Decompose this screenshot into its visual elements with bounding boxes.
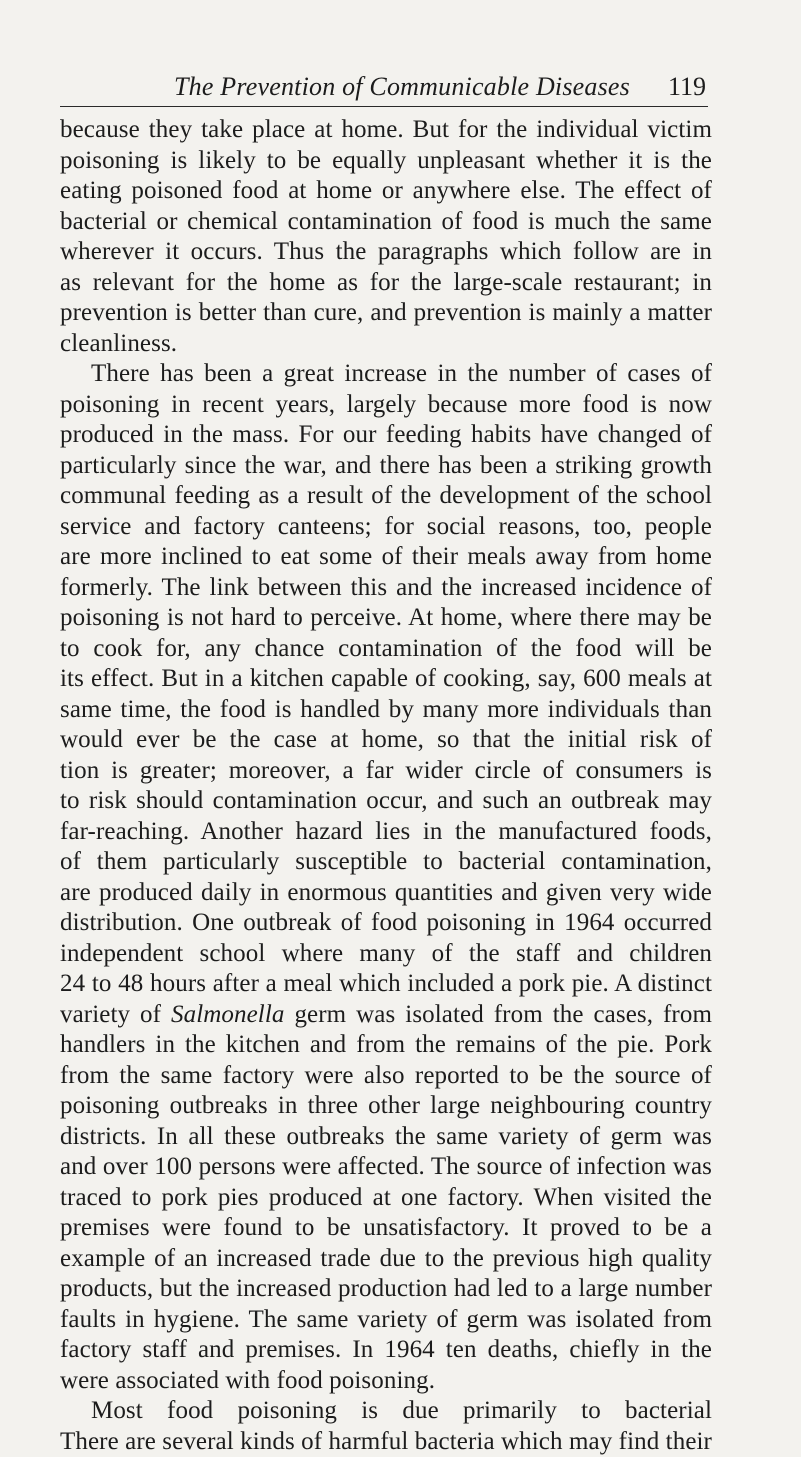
text-line: to risk should contamination occur, and such an outbreak may xyxy=(60,786,712,817)
text-line: of them particularly susceptible to bacterial contamination, xyxy=(60,847,712,878)
text-line: districts. In all these outbreaks the same variety of germ was xyxy=(60,1122,712,1153)
text-line: handlers in the kitchen and from the remains of the pie. Pork xyxy=(60,1030,712,1061)
text-line: prevention is better than cure, and prevention is mainly a matter xyxy=(60,298,712,329)
text-line: as relevant for the home as for the large-scale restaurant; in xyxy=(60,268,712,299)
running-title: The Prevention of Communicable Diseases xyxy=(174,72,630,102)
text-line: factory staff and premises. In 1964 ten deaths, chiefly in the xyxy=(60,1335,712,1366)
text-line: poisoning is not hard to perceive. At home, where there may be xyxy=(60,603,712,634)
text-line: are produced daily in enormous quantities and given very wide xyxy=(60,878,712,909)
text-line: Most food poisoning is due primarily to bacterial xyxy=(60,1396,712,1427)
running-head xyxy=(60,72,708,107)
text-line: were associated with food poisoning. xyxy=(60,1366,712,1397)
text-line: produced in the mass. For our feeding habits have changed of xyxy=(60,420,712,451)
text-line: communal feeding as a result of the development of the school xyxy=(60,481,712,512)
text-line: far-reaching. Another hazard lies in the manufactured foods, xyxy=(60,817,712,848)
text-line: are more inclined to eat some of their meals away from home xyxy=(60,542,712,573)
text-line: traced to pork pies produced at one factory. When visited the xyxy=(60,1183,712,1214)
text-line: products, but the increased production had led to a large number xyxy=(60,1274,712,1305)
text-line: poisoning outbreaks in three other large neighbouring country xyxy=(60,1091,712,1122)
text-line: independent school where many of the staff and children xyxy=(60,939,712,970)
text-line: same time, the food is handled by many more individuals than xyxy=(60,695,712,726)
text-line: to cook for, any chance contamination of the food will be xyxy=(60,634,712,665)
text-line: and over 100 persons were affected. The source of infection was xyxy=(60,1152,712,1183)
text-line: poisoning is likely to be equally unpleasant whether it is the xyxy=(60,146,712,177)
text-line: because they take place at home. But for the individual victim xyxy=(60,115,712,146)
text-line: wherever it occurs. Thus the paragraphs which follow are in xyxy=(60,237,712,268)
text-line: from the same factory were also reported to be the source of xyxy=(60,1061,712,1092)
text-line: example of an increased trade due to the previous high quality xyxy=(60,1244,712,1275)
text-line: cleanliness. xyxy=(60,329,712,360)
text-line: service and factory canteens; for social reasons, too, people xyxy=(60,512,712,543)
text-line: There are several kinds of harmful bacteria which may find their xyxy=(60,1427,712,1457)
text-line: tion is greater; moreover, a far wider circle of consumers is xyxy=(60,756,712,787)
text-line: particularly since the war, and there has been a striking growth xyxy=(60,451,712,482)
text-line: its effect. But in a kitchen capable of cooking, say, 600 meals at xyxy=(60,664,712,695)
text-line: There has been a great increase in the number of cases of xyxy=(60,359,712,390)
text-line: would ever be the case at home, so that the initial risk of xyxy=(60,725,712,756)
text-line: premises were found to be unsatisfactory. It proved to be a xyxy=(60,1213,712,1244)
text-line: eating poisoned food at home or anywhere else. The effect of xyxy=(60,176,712,207)
paragraph xyxy=(60,115,712,359)
text-line: poisoning in recent years, largely because more food is now xyxy=(60,390,712,421)
text-line: faults in hygiene. The same variety of germ was isolated from xyxy=(60,1305,712,1336)
text-line: 24 to 48 hours after a meal which included a pork pie. A distinct xyxy=(60,969,712,1000)
text-line: distribution. One outbreak of food poisoning in 1964 occurred xyxy=(60,908,712,939)
paragraph xyxy=(60,359,712,1396)
page-number: 119 xyxy=(668,72,706,102)
body-text xyxy=(60,115,712,1457)
text-line: formerly. The link between this and the increased incidence of xyxy=(60,573,712,604)
text-line: bacterial or chemical contamination of food is much the same xyxy=(60,207,712,238)
text-line: variety of Salmonella germ was isolated from the cases, from xyxy=(60,1000,712,1031)
paragraph xyxy=(60,1396,712,1457)
